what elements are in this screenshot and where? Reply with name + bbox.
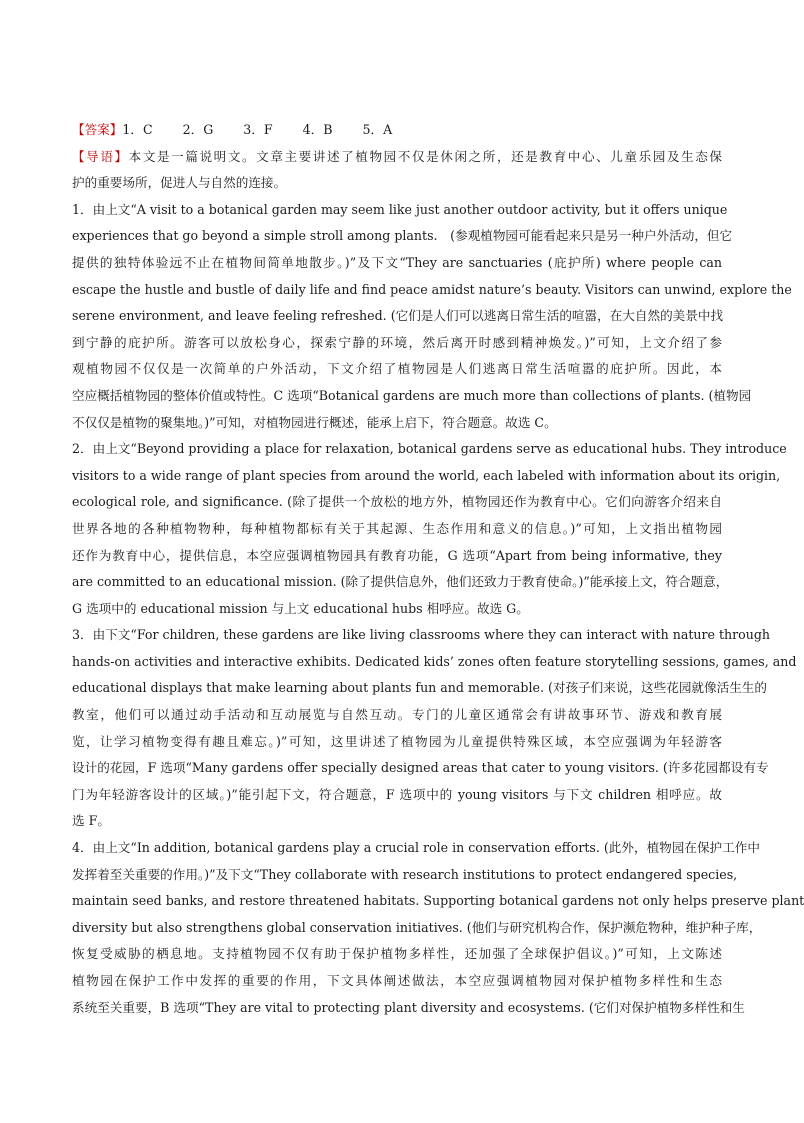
text-line: 观植物园不仅仅是一次简单的户外活动，下文介绍了植物园是人们逃离日常生活喧嚣的庇护所。因此，本: [72, 361, 722, 377]
text-line: 还作为教育中心，提供信息，本空应强调植物园具有教育功能，G 选项“Apart from being informative, they: [72, 547, 722, 563]
text-line: diversity but also strengthens global conservation initiatives. (他们与研究机构合作，保护濒危物种，维护种子库，: [72, 919, 762, 935]
text-line: 恢复受威胁的栖息地。支持植物园不仅有助于保护植物多样性，还加强了全球保护倡议。)”可知，上文陈述: [72, 946, 722, 962]
text-line: 设计的花园，F 选项“Many gardens offer specially designed areas that cater to young visitors. (许多花园都设有专: [72, 760, 769, 776]
text-line: 2．由上文“Beyond providing a place for relaxation, botanical gardens serve as educational hubs. They introduce: [72, 441, 787, 457]
text-line: G 选项中的 educational mission 与上文 educational hubs 相呼应。故选 G。: [72, 600, 529, 616]
text-line: 不仅仅是植物的聚集地。)”可知，对植物园进行概述，能承上启下，符合题意。故选 C。: [72, 414, 557, 430]
text-line: 4．由上文“In addition, botanical gardens play a crucial role in conservation efforts. (此外，植物园在保护工作中: [72, 840, 760, 856]
answer-3: 3．F: [243, 122, 273, 137]
text-line: 空应概括植物园的整体价值或特性。C 选项“Botanical gardens are much more than collections of plants. (植物园: [72, 387, 752, 403]
text-line: experiences that go beyond a simple stroll among plants. (参观植物园可能看起来只是另一种户外活动，但它: [72, 228, 733, 244]
text-line: hands-on activities and interactive exhibits. Dedicated kids’ zones often feature storytelling sessions, games, and: [72, 653, 797, 669]
answer-line: [72, 117, 722, 144]
text-line: serene environment, and leave feeling refreshed. (它们是人们可以逃离日常生活的喧嚣，在大自然的美景中找: [72, 308, 724, 324]
answer-tag: 【答案】: [72, 122, 123, 137]
text-line: 选 F。: [72, 813, 110, 829]
text-line: 提供的独特体验远不止在植物间简单地散步。)”及下文“They are sanctuaries (庇护所) where people can: [72, 254, 722, 270]
answer-2: 2．G: [182, 122, 214, 137]
text-line: 门为年轻游客设计的区域。)”能引起下文，符合题意，F 选项中的 young visitors 与下文 children 相呼应。故: [72, 786, 722, 802]
text-line: 教室，他们可以通过动手活动和互动展览与自然互动。专门的儿童区通常会有讲故事环节、游戏和教育展: [72, 707, 722, 723]
explanation-body: [72, 170, 804, 1021]
text-line: ecological role, and significance. (除了提供一个放松的地方外，植物园还作为教育中心。它们向游客介绍来自: [72, 494, 722, 510]
guide-tag: 【导语】: [72, 148, 129, 164]
text-line: 发挥着至关重要的作用。)”及下文“They collaborate with research institutions to protect endangered species,: [72, 866, 738, 882]
text-line: escape the hustle and bustle of daily life and find peace amidst nature’s beauty. Visitors can unwind, explore the: [72, 281, 792, 297]
answer-4: 4．B: [302, 122, 333, 137]
text-line: are committed to an educational mission. (除了提供信息外，他们还致力于教育使命。)”能承接上文，符合题意，: [72, 574, 729, 590]
text-line: educational displays that make learning about plants fun and memorable. (对孩子们来说，这些花园就像活生生的: [72, 680, 767, 696]
answer-document: [72, 117, 804, 1021]
text-line: 1．由上文“A visit to a botanical garden may seem like just another outdoor activity, but it offers unique: [72, 201, 728, 217]
text-line: 览，让学习植物变得有趣且难忘。)”可知，这里讲述了植物园为儿童提供特殊区域，本空应强调为年轻游客: [72, 733, 722, 749]
text-line: 系统至关重要，B 选项“They are vital to protecting plant diversity and ecosystems. (它们对保护植物多样性和生: [72, 999, 745, 1015]
text-line: maintain seed banks, and restore threatened habitats. Supporting botanical gardens not only helps preserve plant: [72, 893, 804, 909]
text-line: 到宁静的庇护所。游客可以放松身心，探索宁静的环境，然后离开时感到精神焕发。)”可知，上文介绍了参: [72, 334, 722, 350]
text-line: visitors to a wide range of plant species from around the world, each labeled with information about its origin,: [72, 467, 781, 483]
text-line: 护的重要场所，促进人与自然的连接。: [72, 175, 287, 191]
guide-line: [72, 144, 722, 171]
text-line: 世界各地的各种植物物种，每种植物都标有关于其起源、生态作用和意义的信息。)”可知，上文指出植物园: [72, 520, 722, 536]
answer-1: 1．C: [122, 122, 153, 137]
answer-5: 5．A: [362, 122, 393, 137]
text-line: 3．由下文“For children, these gardens are like living classrooms where they can interact with nature through: [72, 627, 771, 643]
guide-text: 本文是一篇说明文。文章主要讲述了植物园不仅是休闲之所，还是教育中心、儿童乐园及生态保: [128, 148, 723, 164]
text-line: 植物园在保护工作中发挥的重要的作用，下文具体阐述做法，本空应强调植物园对保护植物多样性和生态: [72, 973, 722, 988]
